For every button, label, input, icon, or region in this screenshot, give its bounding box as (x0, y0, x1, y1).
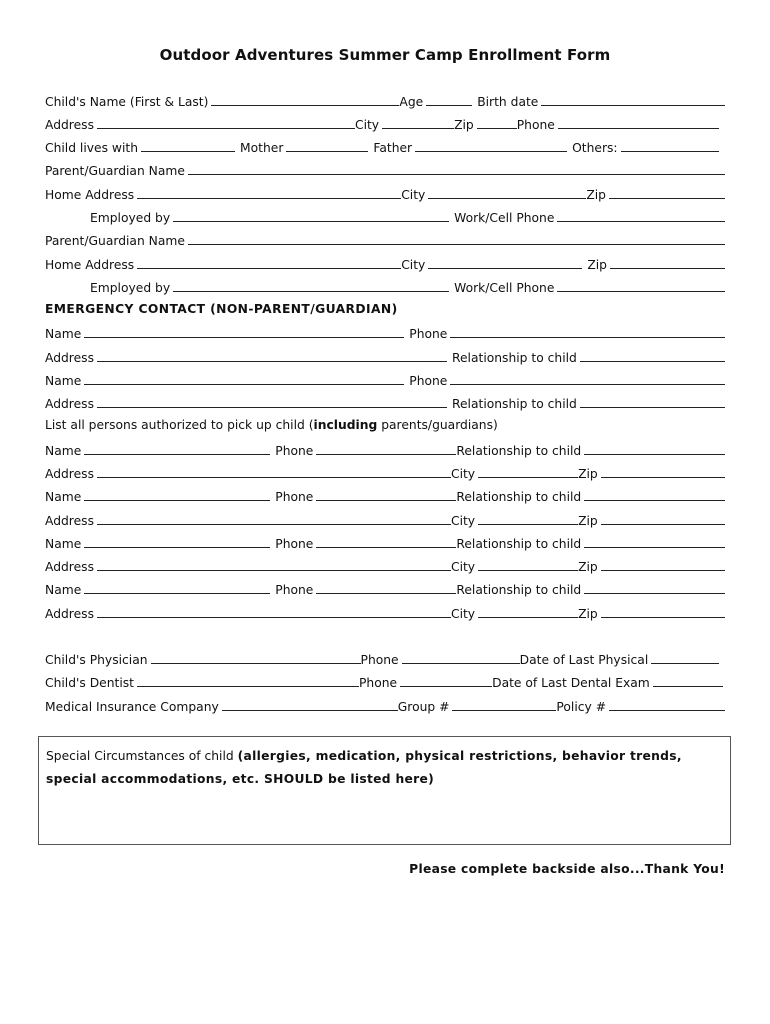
father-field[interactable] (415, 139, 567, 152)
guardian-2-name-row (45, 230, 725, 248)
pickup-3-address-row (45, 556, 725, 574)
guardian-2-home-row (45, 254, 725, 272)
child-address-row (45, 114, 725, 132)
pickup-3-address-label: Address (45, 560, 94, 574)
guardian-1-name-field[interactable] (188, 162, 725, 175)
emergency-1-name-row (45, 323, 725, 341)
guardian-2-employed-field[interactable] (173, 279, 449, 292)
dentist-phone-field[interactable] (400, 674, 492, 687)
pickup-2-name-row (45, 486, 725, 504)
pickup-4-name-field[interactable] (84, 581, 270, 594)
last-physical-label: Date of Last Physical (519, 653, 649, 667)
pickup-1-name-label: Name (45, 444, 82, 458)
guardian-2-name-label: Parent/Guardian Name (45, 234, 185, 248)
pickup-2-address-label: Address (45, 514, 94, 528)
guardian-1-home-label: Home Address (45, 188, 135, 202)
child-phone-label: Phone (516, 118, 555, 132)
special-circumstances-label: Special Circumstances of child (46, 749, 238, 763)
guardian-1-home-field[interactable] (137, 186, 401, 199)
pickup-1-city-label: City (450, 467, 476, 481)
child-city-label: City (354, 118, 380, 132)
guardian-1-work-phone-label: Work/Cell Phone (454, 211, 555, 225)
pickup-2-phone-label: Phone (275, 490, 314, 504)
child-zip-field[interactable] (477, 116, 517, 129)
father-label: Father (373, 141, 413, 155)
mother-label: Mother (240, 141, 284, 155)
guardian-2-home-field[interactable] (137, 256, 401, 269)
guardian-1-zip-field[interactable] (609, 186, 725, 199)
guardian-1-employed-row (90, 207, 725, 225)
guardian-2-zip-label: Zip (587, 258, 607, 272)
special-circumstances-instructions: (allergies, medication, physical restrictions, behavior trends, special accommodations, etc. SHOULD be listed here) (46, 749, 682, 786)
dentist-label: Child's Dentist (45, 676, 135, 690)
group-label: Group # (397, 700, 450, 714)
pickup-1-relationship-label: Relationship to child (456, 444, 582, 458)
emergency-1-address-label: Address (45, 351, 94, 365)
pickup-2-address-row (45, 510, 725, 528)
guardian-2-employed-row (90, 277, 725, 295)
pickup-1-phone-label: Phone (275, 444, 314, 458)
guardian-1-work-phone-field[interactable] (557, 209, 725, 222)
pickup-3-phone-label: Phone (275, 537, 314, 551)
guardian-1-home-row (45, 184, 725, 202)
pickup-4-name-label: Name (45, 583, 82, 597)
guardian-1-employed-label: Employed by (90, 211, 171, 225)
dentist-phone-label: Phone (359, 676, 398, 690)
pickup-1-phone-field[interactable] (316, 442, 456, 455)
lives-with-field[interactable] (141, 139, 235, 152)
group-field[interactable] (452, 698, 556, 711)
pickup-4-zip-field[interactable] (601, 605, 725, 618)
pickup-3-zip-label: Zip (578, 560, 598, 574)
age-field[interactable] (426, 93, 472, 106)
emergency-2-relationship-label: Relationship to child (451, 397, 577, 411)
guardian-2-home-label: Home Address (45, 258, 135, 272)
emergency-2-name-label: Name (45, 374, 82, 388)
insurance-label: Medical Insurance Company (45, 700, 219, 714)
birth-date-field[interactable] (541, 93, 725, 106)
pickup-4-city-label: City (450, 607, 476, 621)
emergency-2-address-label: Address (45, 397, 94, 411)
emergency-1-name-label: Name (45, 327, 82, 341)
emergency-heading: EMERGENCY CONTACT (NON-PARENT/GUARDIAN) (45, 302, 398, 316)
pickup-3-relationship-field[interactable] (584, 535, 725, 548)
guardian-2-zip-field[interactable] (610, 256, 725, 269)
pickup-2-zip-field[interactable] (601, 512, 725, 525)
child-zip-label: Zip (454, 118, 474, 132)
lives-with-label: Child lives with (45, 141, 139, 155)
pickup-3-zip-field[interactable] (601, 558, 725, 571)
policy-label: Policy # (556, 700, 607, 714)
emergency-2-address-row (45, 393, 725, 411)
insurance-row (45, 696, 725, 714)
pickup-4-phone-field[interactable] (316, 581, 456, 594)
emergency-1-address-field[interactable] (97, 349, 447, 362)
emergency-1-phone-label: Phone (409, 327, 448, 341)
emergency-1-name-field[interactable] (84, 325, 404, 338)
physician-row (45, 649, 725, 667)
dentist-field[interactable] (137, 674, 359, 687)
pickup-2-city-field[interactable] (478, 512, 578, 525)
pickup-4-phone-label: Phone (275, 583, 314, 597)
pickup-1-address-row (45, 463, 725, 481)
pickup-4-address-label: Address (45, 607, 94, 621)
guardian-2-employed-label: Employed by (90, 281, 171, 295)
physician-field[interactable] (151, 651, 361, 664)
guardian-2-city-label: City (401, 258, 426, 272)
dentist-row (45, 672, 725, 690)
policy-field[interactable] (609, 698, 725, 711)
pickup-3-phone-field[interactable] (316, 535, 456, 548)
guardian-2-work-phone-field[interactable] (557, 279, 725, 292)
emergency-1-relationship-field[interactable] (580, 349, 725, 362)
pickup-3-name-label: Name (45, 537, 82, 551)
pickup-2-address-field[interactable] (97, 512, 451, 525)
pickup-4-name-row (45, 579, 725, 597)
emergency-2-phone-label: Phone (409, 374, 448, 388)
insurance-field[interactable] (222, 698, 398, 711)
pickup-4-address-row (45, 603, 725, 621)
pickup-4-address-field[interactable] (97, 605, 451, 618)
pickup-1-city-field[interactable] (478, 465, 578, 478)
emergency-2-address-field[interactable] (97, 395, 447, 408)
pickup-3-name-field[interactable] (84, 535, 270, 548)
guardian-1-name-label: Parent/Guardian Name (45, 164, 185, 178)
last-physical-field[interactable] (651, 651, 719, 664)
pickup-3-city-label: City (450, 560, 476, 574)
pickup-note-end: parents/guardians) (377, 418, 498, 432)
emergency-1-relationship-label: Relationship to child (451, 351, 577, 365)
child-city-field[interactable] (382, 116, 454, 129)
pickup-2-name-label: Name (45, 490, 82, 504)
footer-note: Please complete backside also...Thank You! (409, 862, 725, 876)
emergency-1-phone-field[interactable] (450, 325, 725, 338)
child-address-label: Address (45, 118, 94, 132)
lives-with-row (45, 137, 725, 155)
physician-label: Child's Physician (45, 653, 148, 667)
pickup-4-city-field[interactable] (478, 605, 578, 618)
mother-field[interactable] (286, 139, 368, 152)
special-circumstances-box[interactable] (38, 736, 731, 845)
child-name-row (45, 91, 725, 109)
child-address-field[interactable] (97, 116, 355, 129)
pickup-3-name-row (45, 533, 725, 551)
others-field[interactable] (621, 139, 719, 152)
pickup-4-relationship-field[interactable] (584, 581, 725, 594)
pickup-1-name-row (45, 440, 725, 458)
pickup-3-city-field[interactable] (478, 558, 578, 571)
guardian-2-name-field[interactable] (188, 232, 725, 245)
guardian-2-work-phone-label: Work/Cell Phone (454, 281, 555, 295)
pickup-1-address-field[interactable] (97, 465, 451, 478)
pickup-4-zip-label: Zip (578, 607, 598, 621)
pickup-1-zip-field[interactable] (601, 465, 725, 478)
physician-phone-label: Phone (360, 653, 399, 667)
pickup-4-relationship-label: Relationship to child (456, 583, 582, 597)
guardian-1-name-row (45, 160, 725, 178)
pickup-3-address-field[interactable] (97, 558, 451, 571)
pickup-2-zip-label: Zip (578, 514, 598, 528)
pickup-1-name-field[interactable] (84, 442, 270, 455)
pickup-3-relationship-label: Relationship to child (456, 537, 582, 551)
guardian-1-zip-label: Zip (586, 188, 606, 202)
physician-phone-field[interactable] (402, 651, 520, 664)
pickup-note (45, 418, 498, 432)
emergency-2-phone-field[interactable] (450, 372, 725, 385)
guardian-1-city-label: City (401, 188, 426, 202)
pickup-2-relationship-field[interactable] (584, 488, 725, 501)
pickup-1-relationship-field[interactable] (584, 442, 725, 455)
emergency-2-name-row (45, 370, 725, 388)
guardian-1-city-field[interactable] (428, 186, 586, 199)
guardian-2-city-field[interactable] (428, 256, 582, 269)
pickup-2-name-field[interactable] (84, 488, 270, 501)
guardian-1-employed-field[interactable] (173, 209, 449, 222)
form-title: Outdoor Adventures Summer Camp Enrollment Form (159, 46, 611, 64)
emergency-2-name-field[interactable] (84, 372, 404, 385)
child-name-field[interactable] (211, 93, 399, 106)
others-label: Others: (572, 141, 618, 155)
pickup-2-city-label: City (450, 514, 476, 528)
pickup-note-bold: including (313, 418, 378, 432)
last-dental-field[interactable] (653, 674, 723, 687)
last-dental-label: Date of Last Dental Exam (492, 676, 650, 690)
pickup-2-phone-field[interactable] (316, 488, 456, 501)
pickup-2-relationship-label: Relationship to child (456, 490, 582, 504)
emergency-1-address-row (45, 347, 725, 365)
pickup-1-address-label: Address (45, 467, 94, 481)
birth-date-label: Birth date (477, 95, 539, 109)
child-phone-field[interactable] (558, 116, 719, 129)
pickup-1-zip-label: Zip (578, 467, 598, 481)
emergency-2-relationship-field[interactable] (580, 395, 725, 408)
age-label: Age (399, 95, 424, 109)
pickup-note-start: List all persons authorized to pick up child ( (45, 418, 314, 432)
child-name-label: Child's Name (First & Last) (45, 95, 209, 109)
